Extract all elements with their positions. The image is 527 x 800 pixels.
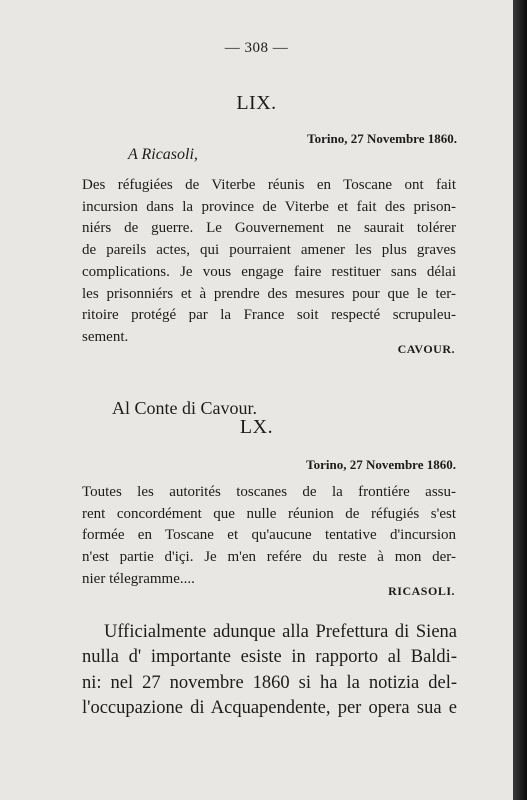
text-line: les prisonniérs et à prendre des mesures pour que le ter- <box>82 285 456 302</box>
text-line: incursion dans la province de Viterbe et fait des prison- <box>82 198 456 215</box>
letter-addressee: A Ricasoli, <box>128 146 198 163</box>
text-line: sement. <box>82 328 129 345</box>
page-edge-shadow <box>513 0 527 800</box>
letter-dateline: Torino, 27 Novembre 1860. <box>307 131 457 146</box>
text-line: rent concordément que nulle réunion de réfugiés s'est <box>82 505 456 522</box>
text-line: n'est partie d'içi. Je m'en refére du reste à mon der- <box>82 549 456 566</box>
signature-ricasoli: RICASOLI. <box>388 584 455 598</box>
letter-heading-lix: LIX. <box>236 92 277 114</box>
text-line: de pareils actes, qui pourraient amener les plus graves <box>82 242 456 259</box>
text-line: nier télegramme.... <box>82 570 195 587</box>
closing-paragraph <box>82 620 457 721</box>
page-number: — 308 — <box>224 40 289 56</box>
letter-heading-lx: LX. <box>239 416 274 438</box>
text-line: complications. Je vous engage faire restituer sans délai <box>82 263 456 280</box>
letter-body <box>82 482 456 591</box>
text-line: Ufficialmente adunque alla Prefettura di Siena <box>104 622 457 642</box>
letter-body <box>82 175 456 349</box>
section-addressee: Al Conte di Cavour. <box>112 398 257 418</box>
text-line: nulla d' importante esiste in rapporto al Baldi- <box>82 647 457 668</box>
text-line: ni: nel 27 novembre 1860 si ha la notizia del- <box>82 672 457 693</box>
text-line: ritoire protégé par la France soit respecté scrupuleu- <box>82 307 456 324</box>
text-line: l'occupazione di Acquapendente, per opera sua e <box>82 697 457 718</box>
signature-cavour: CAVOUR. <box>397 342 455 356</box>
text-line: formée en Toscane et qu'aucune tentative d'incursion <box>82 527 456 544</box>
text-line: niérs de guerre. Le Gouvernement ne saurait tolérer <box>82 220 456 237</box>
letter-dateline: Torino, 27 Novembre 1860. <box>306 457 456 472</box>
text-line: Des réfugiées de Viterbe réunis en Toscane ont fait <box>82 177 456 193</box>
text-line: Toutes les autorités toscanes de la frontiére assu- <box>82 484 456 500</box>
